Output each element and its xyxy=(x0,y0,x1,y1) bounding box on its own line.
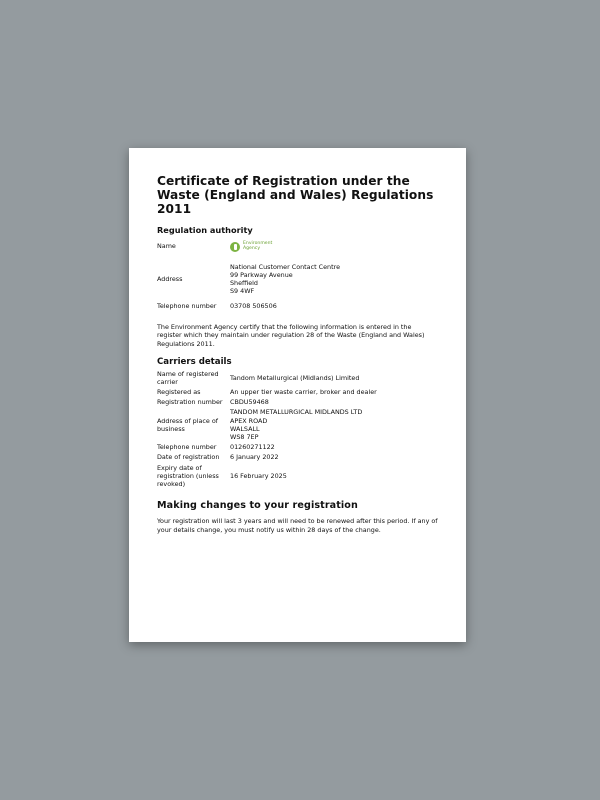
authority-name-label: Name xyxy=(157,242,176,251)
registration-date: 6 January 2022 xyxy=(230,453,279,462)
authority-name-row xyxy=(157,242,438,252)
registration-date-row xyxy=(157,453,438,461)
expiry-date-row xyxy=(157,464,438,489)
authority-address-line: 99 Parkway Avenue xyxy=(230,270,293,279)
authority-telephone: 03708 506506 xyxy=(230,302,277,311)
business-address-line: WS8 7EP xyxy=(230,432,259,441)
registration-number-label: Registration number xyxy=(157,398,223,407)
registered-as-label: Registered as xyxy=(157,387,201,396)
carrier-name: Tandom Metallurgical (Midlands) Limited xyxy=(230,373,360,382)
carrier-name-row xyxy=(157,370,438,386)
business-address xyxy=(230,408,438,441)
authority-telephone-label: Telephone number xyxy=(157,302,217,311)
changes-heading: Making changes to your registration xyxy=(157,500,358,512)
registered-as: An upper tier waste carrier, broker and dealer xyxy=(230,387,377,396)
certify-statement: The Environment Agency certify that the following information is entered in the register which they maintain under regulation 28 of the Waste (England and Wales) Regulations 2011. xyxy=(157,322,425,348)
authority-address-line: National Customer Contact Centre xyxy=(230,262,340,271)
environment-agency-logo xyxy=(230,242,438,252)
expiry-date: 16 February 2025 xyxy=(230,471,287,480)
carrier-telephone: 01260271122 xyxy=(230,443,275,452)
logo-text-line2: Agency xyxy=(243,245,261,251)
carrier-telephone-label: Telephone number xyxy=(157,443,217,452)
authority-address-line: Sheffield xyxy=(230,278,258,287)
business-address-line: APEX ROAD xyxy=(230,416,268,425)
authority-address-label: Address xyxy=(157,274,183,283)
expiry-date-label: Expiry date of registration (unless revoked) xyxy=(157,463,219,488)
registration-date-label: Date of registration xyxy=(157,453,220,462)
business-address-row xyxy=(157,408,438,441)
registration-number: CBDU59468 xyxy=(230,398,269,407)
authority-address-row xyxy=(157,263,438,296)
carrier-telephone-row xyxy=(157,443,438,451)
authority-telephone-row xyxy=(157,302,438,310)
carriers-details xyxy=(157,370,438,489)
authority-address-line: S9 4WF xyxy=(230,287,255,296)
registered-as-row xyxy=(157,388,438,396)
certificate-title: Certificate of Registration under the Waste (England and Wales) Regulations 2011 xyxy=(157,174,434,216)
carriers-heading: Carriers details xyxy=(157,357,232,368)
environment-agency-logo-icon xyxy=(230,242,240,252)
logo-text-line1: Environment xyxy=(243,240,273,246)
business-address-line: WALSALL xyxy=(230,424,260,433)
business-address-line: TANDOM METALLURGICAL MIDLANDS LTD xyxy=(230,408,363,417)
certificate-page xyxy=(129,148,466,642)
regulation-authority-heading: Regulation authority xyxy=(157,225,253,235)
registration-number-row xyxy=(157,398,438,406)
carrier-name-label: Name of registered carrier xyxy=(157,369,219,386)
business-address-label: Address of place of business xyxy=(157,416,219,433)
changes-text: Your registration will last 3 years and will need to be renewed after this period. If any of your details change, you must notify us within 28 days of the change. xyxy=(157,517,438,534)
authority-address xyxy=(230,263,438,296)
